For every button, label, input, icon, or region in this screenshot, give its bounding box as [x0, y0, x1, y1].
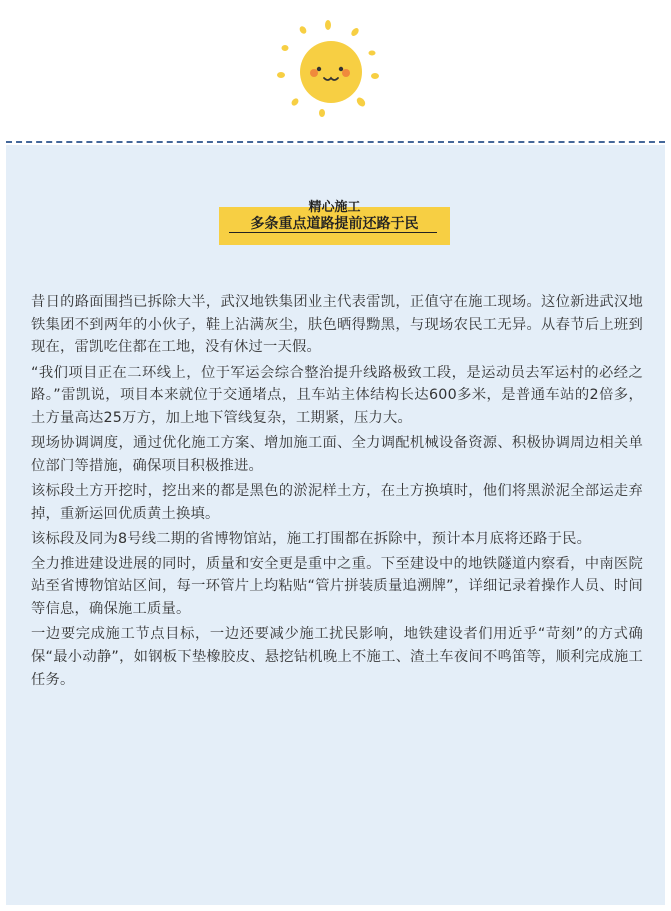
paragraph: 一边要完成施工节点目标，一边还要减少施工扰民影响，地铁建设者们用近乎“苛刻”的方式确保“最小动静”，如钢板下垫橡胶皮、悬挖钻机晚上不施工、渣土车夜间不鸣笛等，顺利完成施工任务。 — [31, 626, 643, 688]
paragraph: “我们项目正在二环线上，位于军运会综合整治提升线路极致工段，是运动员去军运村的必经之路。”雷凯说，项目本来就位于交通堵点，且车站主体结构长达600多米，是普通车站的2倍多，土方量高达25万方，加上地下管线复杂，工期紧，压力大。 — [31, 364, 643, 426]
section-title-line1: 精心施工 — [308, 200, 361, 215]
section-title-line2: 多条重点道路提前还路于民 — [250, 216, 419, 232]
title-underline — [229, 232, 437, 233]
dashed-divider — [6, 141, 665, 143]
sun-face-icon — [275, 18, 385, 118]
paragraph: 昔日的路面围挡已拆除大半，武汉地铁集团业主代表雷凯，正值守在施工现场。这位新进武汉地铁集团不到两年的小伙子，鞋上沾满灰尘，肤色晒得黝黑，与现场农民工无异。从春节后上班到现在，雷凯吃住都在工地，没有休过一天假。 — [31, 294, 643, 356]
section-title-box — [219, 200, 450, 245]
article-body — [31, 291, 643, 694]
paragraph: 该标段及同为8号线二期的省博物馆站，施工打围都在拆除中，预计本月底将还路于民。 — [31, 530, 592, 547]
paragraph: 该标段土方开挖时，挖出来的都是黑色的淤泥样土方，在土方换填时，他们将黑淤泥全部运走弃掉，重新运回优质黄土换填。 — [31, 482, 643, 522]
header-area — [0, 0, 671, 142]
paragraph: 现场协调调度，通过优化施工方案、增加施工面、全力调配机械设备资源、积极协调周边相关单位部门等措施，确保项目积极推进。 — [31, 435, 643, 474]
paragraph: 全力推进建设进展的同时，质量和安全更是重中之重。下至建设中的地铁隧道内察看，中南医院站至省博物馆站区间，每一环管片上均粘贴“管片拼装质量追溯牌”，详细记录着操作人员、时间等信息，确保施工质量。 — [31, 555, 643, 618]
